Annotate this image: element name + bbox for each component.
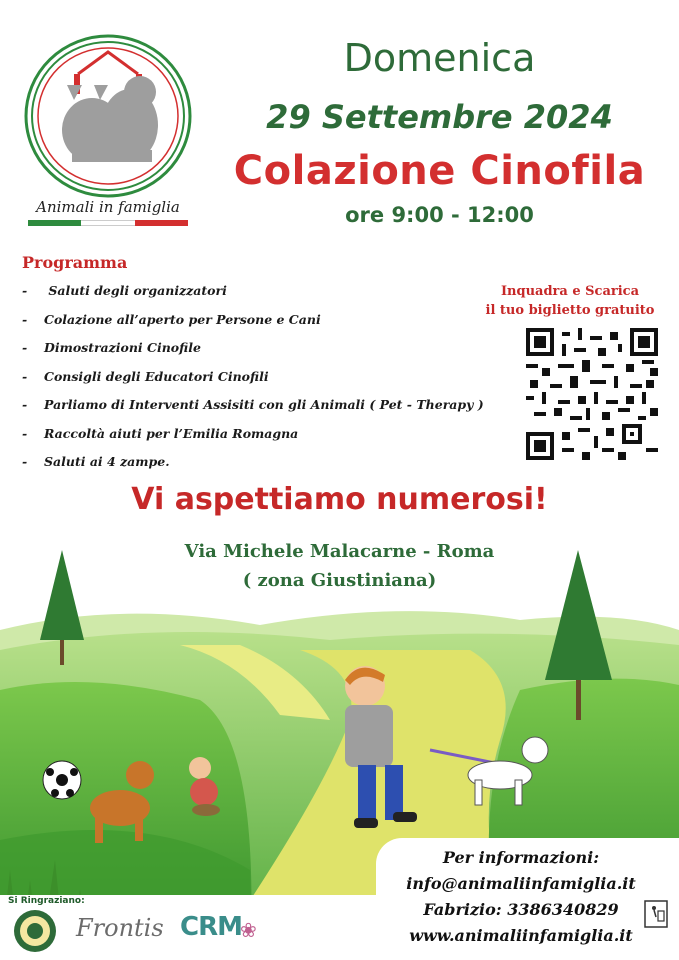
address-street: Via Michele Malacarne - Roma xyxy=(184,541,495,562)
call-to-action: Vi aspettiamo numerosi! xyxy=(131,482,548,517)
program-item: - Saluti ai 4 zampe. xyxy=(22,454,170,469)
event-time: ore 9:00 - 12:00 xyxy=(345,203,534,227)
event-title: Colazione Cinofila xyxy=(233,148,646,194)
qr-caption: Inquadra e Scarica il tuo biglietto gratuito xyxy=(485,284,655,318)
program-item: - Dimostrazioni Cinofile xyxy=(22,340,201,355)
logo-caption: Animali in famiglia xyxy=(36,198,180,216)
program-title: Programma xyxy=(22,253,128,272)
info-website[interactable]: www.animaliinfamiglia.it xyxy=(409,926,633,945)
program-list xyxy=(22,281,484,481)
program-item: - Parliamo di Interventi Assisiti con gli Animali ( Pet - Therapy ) xyxy=(22,397,484,412)
program-item: - Raccoltà aiuti per l’Emilia Romagna xyxy=(22,425,299,441)
event-date: 29 Settembre 2024 xyxy=(266,98,613,136)
info-phone[interactable]: Fabrizio: 3386340829 xyxy=(423,900,619,919)
paw-icon: ❀ xyxy=(240,918,257,942)
sponsor-crm: CRM xyxy=(180,912,242,942)
sponsor-round-logo-icon xyxy=(12,908,58,954)
program-item: - Consigli degli Educatori Cinofili xyxy=(22,368,269,384)
sponsors-label: Si Ringraziano: xyxy=(8,896,85,906)
event-day: Domenica xyxy=(343,36,536,80)
program-item: - Saluti degli organizzatori xyxy=(22,283,227,298)
info-box xyxy=(376,838,679,960)
info-title: Per informazioni: xyxy=(442,848,600,867)
sponsor-frontis: Frontis xyxy=(76,914,164,942)
ticket-qr-code[interactable] xyxy=(526,328,658,460)
italian-flag-strip xyxy=(28,220,188,226)
program-item: - Colazione all’aperto per Persone e Cani xyxy=(22,311,321,327)
address-area: ( zona Giustiniana) xyxy=(242,570,437,591)
recycle-bin-icon xyxy=(644,900,668,928)
info-email[interactable]: info@animaliinfamiglia.it xyxy=(406,874,636,893)
